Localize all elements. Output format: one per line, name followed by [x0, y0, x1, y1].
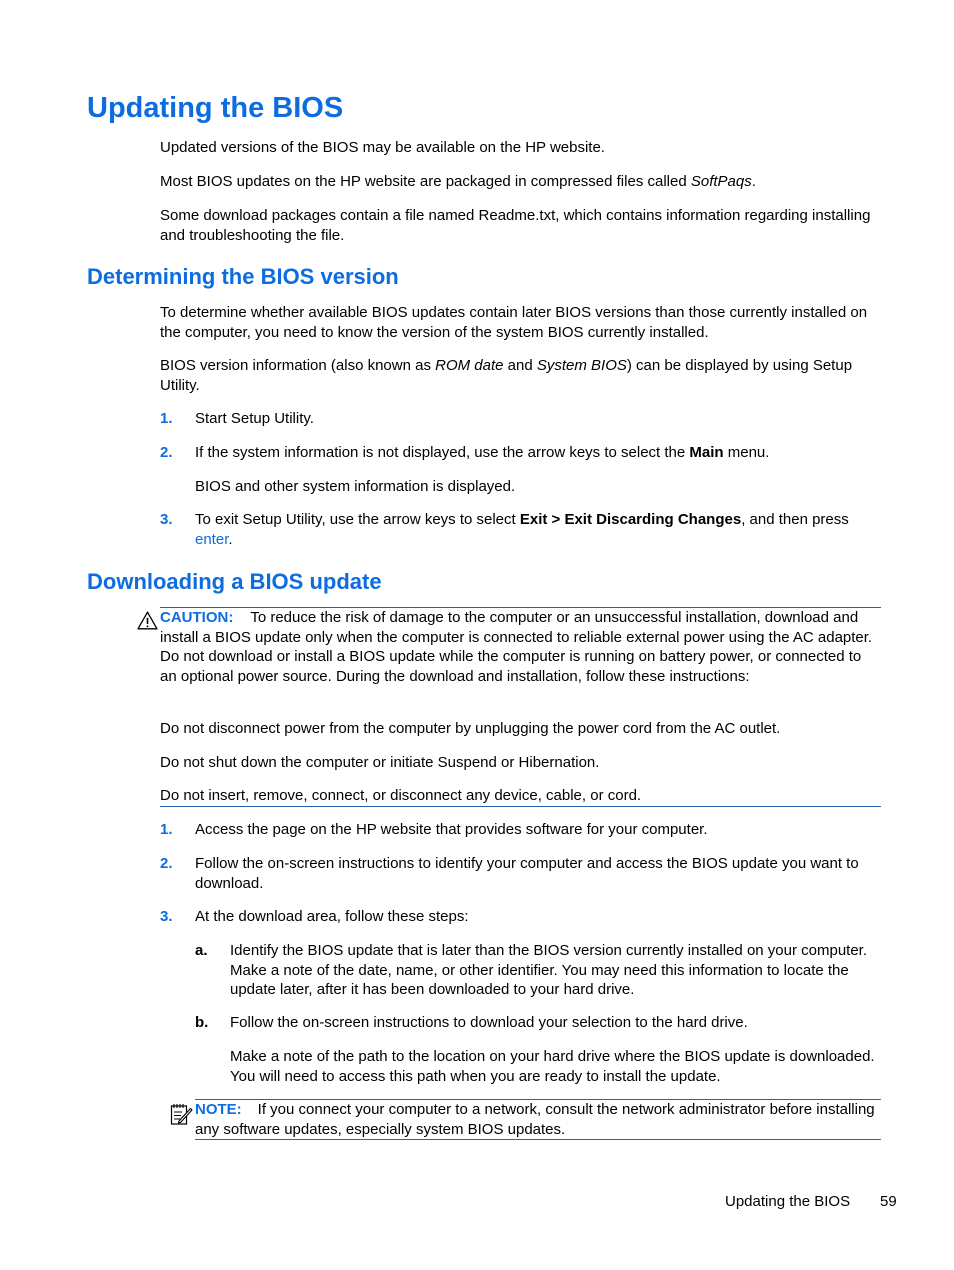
det-p2-a: BIOS version information (also known as	[160, 357, 436, 374]
substep-text: Identify the BIOS update that is later than the BIOS version currently installed on your computer. Make a note of the date, name, or other identifier. You may need this information to locate the update later, after it has been downloaded to your hard drive.	[230, 942, 868, 998]
note-bottom-rule	[195, 1139, 881, 1140]
substep-letter: b.	[195, 1014, 209, 1031]
caution-text: To reduce the risk of damage to the computer or an unsuccessful installation, download and install a BIOS update only when the computer is connected to reliable external power using the AC adapter. Do not download or install a BIOS update while the computer is running on battery power, or connected to an optional power source. During the download and installation, follow these instructions:	[160, 609, 873, 685]
caution-block	[160, 608, 881, 686]
step3-text-c: .	[228, 530, 233, 548]
step-number: 1.	[160, 410, 173, 427]
note-block	[195, 1100, 881, 1139]
exit-discarding-term: Exit > Exit Discarding Changes	[519, 511, 742, 528]
note-pad-icon	[170, 1102, 193, 1126]
step-followup: BIOS and other system information is displayed.	[195, 478, 516, 495]
step2-text-b: menu.	[723, 444, 770, 461]
intro-p2-end: .	[751, 173, 756, 190]
det-p2-b: and	[503, 357, 537, 374]
section-heading-determining: Determining the BIOS version	[87, 264, 399, 289]
step-number: 1.	[160, 821, 173, 838]
caution-item: Do not disconnect power from the computer by unplugging the power cord from the AC outlet.	[160, 720, 781, 737]
enter-key-link[interactable]: enter	[195, 530, 229, 548]
step-text	[195, 443, 885, 463]
step3-text-b: , and then press	[741, 511, 849, 528]
caution-item: Do not insert, remove, connect, or disconnect any device, cable, or cord.	[160, 787, 642, 804]
step2-text-a: If the system information is not displayed, use the arrow keys to select the	[195, 444, 690, 461]
step-text: Access the page on the HP website that provides software for your computer.	[195, 821, 708, 838]
note-text: If you connect your computer to a network, consult the network administrator before installing any software updates, especially system BIOS updates.	[195, 1101, 875, 1138]
determining-paragraph-2	[160, 356, 885, 395]
warning-triangle-icon	[137, 611, 158, 630]
section-heading-downloading: Downloading a BIOS update	[87, 569, 382, 594]
step-number: 2.	[160, 444, 173, 461]
footer-section-title: Updating the BIOS	[725, 1193, 851, 1210]
intro-paragraph-2	[160, 172, 885, 192]
caution-item: Do not shut down the computer or initiate Suspend or Hibernation.	[160, 754, 600, 771]
step-text: Follow the on-screen instructions to identify your computer and access the BIOS update you want to download.	[195, 855, 859, 892]
intro-paragraph-1: Updated versions of the BIOS may be available on the HP website.	[160, 139, 605, 156]
step-number: 3.	[160, 511, 173, 528]
page-title: Updating the BIOS	[87, 92, 344, 124]
softpaqs-term: SoftPaqs	[690, 173, 752, 190]
caution-label: CAUTION:	[160, 609, 234, 626]
note-label: NOTE:	[195, 1101, 242, 1118]
main-menu-term: Main	[689, 444, 724, 461]
determining-paragraph-1: To determine whether available BIOS updates contain later BIOS versions than those currently installed on the computer, you need to know the version of the system BIOS currently installed.	[160, 304, 868, 341]
step3-text-a: To exit Setup Utility, use the arrow keys to select	[195, 511, 520, 528]
step-text: At the download area, follow these steps:	[195, 908, 469, 925]
substep-followup: Make a note of the path to the location on your hard drive where the BIOS update is downloaded. You will need to access this path when you are ready to install the update.	[230, 1048, 875, 1085]
step-text: Start Setup Utility.	[195, 410, 314, 427]
substep-text: Follow the on-screen instructions to download your selection to the hard drive.	[230, 1014, 748, 1031]
caution-bottom-rule	[160, 806, 881, 807]
rom-date-term: ROM date	[435, 357, 504, 374]
intro-paragraph-3: Some download packages contain a file named Readme.txt, which contains information regarding installing and troubleshooting the file.	[160, 207, 871, 244]
intro-p2-text: Most BIOS updates on the HP website are packaged in compressed files called	[160, 173, 691, 190]
footer-page-number: 59	[880, 1193, 897, 1210]
substep-letter: a.	[195, 942, 208, 959]
det-p2-c: ) can be displayed by using Setup Utility.	[160, 357, 853, 394]
step-text	[195, 510, 885, 549]
step-number: 2.	[160, 855, 173, 872]
step-number: 3.	[160, 908, 173, 925]
system-bios-term: System BIOS	[536, 357, 627, 374]
